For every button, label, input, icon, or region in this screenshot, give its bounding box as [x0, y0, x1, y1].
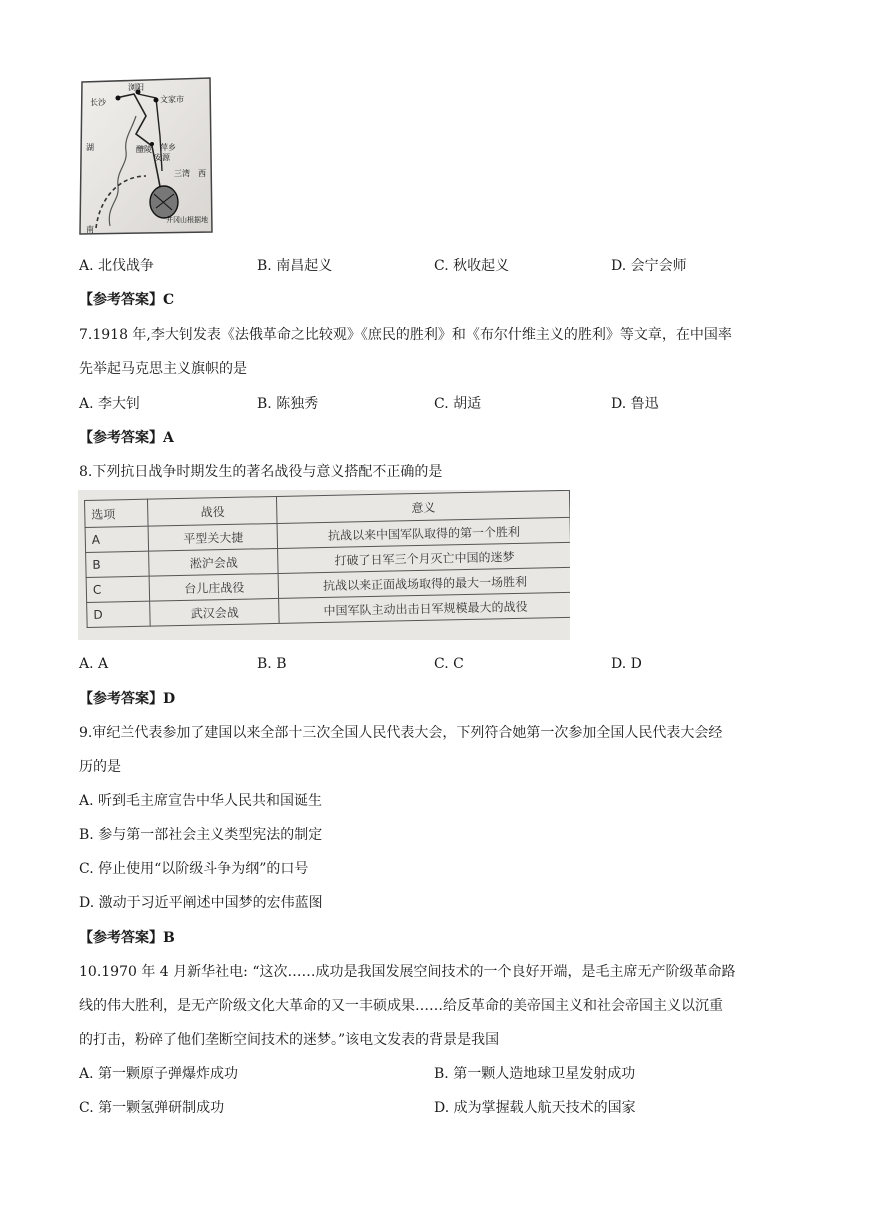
- q10-option-b: B. 第一颗人造地球卫星发射成功: [434, 1066, 636, 1082]
- table-cell-significance: 打破了日军三个月灭亡中国的迷梦: [278, 542, 570, 573]
- q7-option-a: A. 李大钊: [79, 396, 141, 412]
- q6-answer: 【参考答案】C: [79, 292, 175, 308]
- q7-stem-line-1: 7.1918 年,李大钊发表《法俄革命之比较观》《庶民的胜利》和《布尔什维主义的胜利》等文章，在中国率: [79, 327, 732, 343]
- q9-answer: 【参考答案】B: [79, 930, 175, 946]
- map-label-jinggangshan: 井冈山根据地: [166, 216, 208, 224]
- table-cell-significance: 中国军队主动出击日军规模最大的战役: [279, 592, 570, 623]
- q7-option-d: D. 鲁迅: [611, 396, 659, 412]
- map-label-pingxiang: 萍乡: [160, 143, 176, 152]
- q10-stem-line-1: 10.1970 年 4 月新华社电: “这次……成功是我国发展空间技术的一个良好开端，是毛主席无产阶级革命路: [79, 964, 736, 980]
- q6-option-a: A. 北伐战争: [79, 258, 155, 274]
- q7-option-c: C. 胡适: [434, 396, 482, 412]
- q9-stem-line-2: 历的是: [79, 759, 121, 775]
- q6-option-c: C. 秋收起义: [434, 258, 510, 274]
- q8-option-a: A. A: [79, 656, 109, 672]
- q10-stem-line-2: 线的伟大胜利，是无产阶级文化大革命的又一丰硕成果……给反革命的美帝国主义和社会帝国主义以沉重: [79, 998, 723, 1014]
- q8-option-d: D. D: [611, 656, 642, 672]
- map-label-liling: 醴陵: [136, 145, 152, 154]
- q10-option-c: C. 第一颗氢弹研制成功: [79, 1100, 225, 1116]
- map-label-xi: 西: [198, 169, 206, 178]
- map-label-hu: 湖: [86, 143, 94, 152]
- q6-option-b: B. 南昌起义: [257, 258, 333, 274]
- q7-answer: 【参考答案】A: [79, 430, 174, 446]
- map-label-changsha: 长沙: [90, 98, 106, 107]
- q10-option-a: A. 第一颗原子弹爆炸成功: [79, 1066, 239, 1082]
- q7-option-b: B. 陈独秀: [257, 396, 319, 412]
- table-cell-option: A: [85, 526, 149, 552]
- battle-significance-table: [84, 490, 570, 628]
- table-cell-option: C: [86, 576, 150, 602]
- q10-stem-line-3: 的打击，粉碎了他们垄断空间技术的迷梦。”该电文发表的背景是我国: [79, 1032, 500, 1048]
- q10-option-d: D. 成为掌握载人航天技术的国家: [434, 1100, 636, 1116]
- q9-option-d: D. 激动于习近平阐述中国梦的宏伟蓝图: [79, 895, 323, 911]
- table-cell-battle: 淞沪会战: [149, 548, 278, 576]
- map-label-wenjiashi: 文家市: [160, 95, 184, 104]
- table-cell-battle: 台儿庄战役: [150, 573, 279, 601]
- table-header-significance: 意义: [277, 490, 570, 523]
- map-label-liuyang: 浏阳: [128, 83, 144, 92]
- autumn-harvest-uprising-map: [76, 76, 216, 236]
- table-cell-option: D: [87, 601, 151, 627]
- q7-stem-line-2: 先举起马克思主义旗帜的是: [79, 361, 247, 377]
- table-header-battle: 战役: [148, 496, 277, 526]
- q8-answer: 【参考答案】D: [79, 691, 176, 707]
- table-cell-option: B: [86, 551, 150, 577]
- q9-option-c: C. 停止使用“以阶级斗争为纲”的口号: [79, 861, 309, 877]
- q8-stem: 8.下列抗日战争时期发生的著名战役与意义搭配不正确的是: [79, 464, 443, 480]
- map-label-nan: 南: [86, 225, 94, 234]
- battle-significance-table-photo: [78, 490, 570, 640]
- table-cell-significance: 抗战以来正面战场取得的最大一场胜利: [279, 567, 570, 598]
- q9-option-b: B. 参与第一部社会主义类型宪法的制定: [79, 827, 323, 843]
- q9-option-a: A. 听到毛主席宣告中华人民共和国诞生: [79, 793, 323, 809]
- map-label-sanwan: 三湾: [174, 169, 190, 178]
- table-cell-battle: 平型关大捷: [149, 523, 278, 551]
- q8-option-b: B. B: [257, 656, 287, 672]
- table-cell-battle: 武汉会战: [150, 598, 279, 626]
- map-label-anyuan: 安源: [154, 153, 170, 162]
- table-header-option: 选项: [85, 499, 149, 527]
- table-cell-significance: 抗战以来中国军队取得的第一个胜利: [277, 517, 570, 548]
- q6-option-d: D. 会宁会师: [611, 258, 687, 274]
- q8-option-c: C. C: [434, 656, 464, 672]
- q9-stem-line-1: 9.审纪兰代表参加了建国以来全部十三次全国人民代表大会，下列符合她第一次参加全国人民代表大会经: [79, 725, 723, 741]
